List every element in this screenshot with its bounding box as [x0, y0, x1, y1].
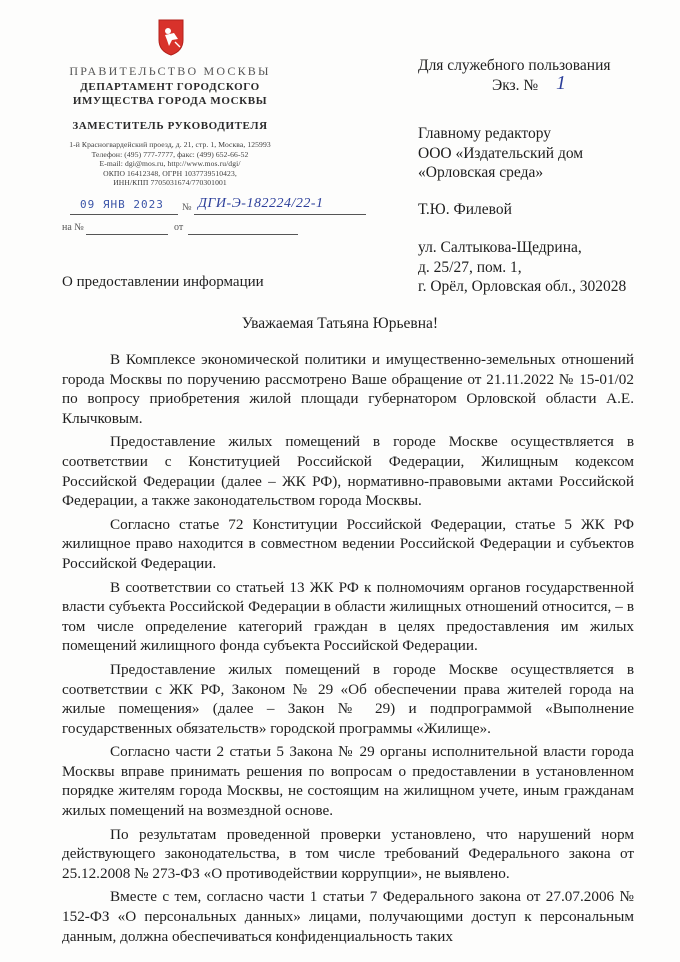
body-paragraph: Согласно статье 72 Конституции Российской Федерации, статье 5 ЖК РФ жилищное право находится в совместном ведении Российской Федерации и субъектов Российской Федерации.: [62, 515, 634, 572]
body-paragraph: В Комплексе экономической политики и имущественно-земельных отношений города Москвы по поручению рассмотрено Ваше обращение от 21.11.2022 № 15-01/02 по вопросу приобретения жилой площади губернатором Орловской области А.Е. Клычковым.: [62, 351, 634, 427]
recipient-line: «Орловская среда»: [418, 164, 544, 181]
handwritten-number: ДГИ-Э-182224/22-1: [198, 196, 324, 211]
letter-subject: О предоставлении информации: [62, 274, 264, 290]
address-line: д. 25/27, пом. 1,: [418, 258, 522, 276]
address-line: ул. Салтыкова-Щедрина,: [418, 239, 582, 256]
greeting: Уважаемая Татьяна Юрьевна!: [241, 315, 439, 332]
letter-body: [62, 350, 634, 950]
reference-row: [62, 222, 302, 236]
department-contacts: [40, 140, 300, 188]
body-paragraph: Вместе с тем, согласно части 1 статьи 7 Федерального закона от 27.07.2006 № 152-ФЗ «О персональных данных» лицами, получающими доступ к персональным данным, должна обеспечиваться конфиденциальность таких: [62, 888, 634, 945]
contact-line: 1-й Красногвардейский проезд, д. 21, стр. 1, Москва, 125993: [69, 140, 271, 149]
moscow-coat-of-arms-icon: [156, 18, 186, 56]
deputy-title: ЗАМЕСТИТЕЛЬ РУКОВОДИТЕЛЯ: [72, 120, 268, 132]
body-paragraph: Предоставление жилых помещений в городе Москве осуществляется в соответствии с ЖК РФ, Законом № 29 «Об обеспечении права жителей города на жилые помещения» (далее – Закон № 29) и подпрограммой «Выполнение государственных обязательств» городской программы «Жилище».: [62, 660, 634, 737]
classification-line-1: Для служебного пользования: [418, 57, 611, 74]
on-label: на №: [62, 222, 84, 233]
contact-line: Телефон: (495) 777-7777, факс: (499) 652-66-52: [91, 149, 249, 159]
registration-row: [70, 196, 370, 218]
government-name: ПРАВИТЕЛЬСТВО МОСКВЫ: [69, 64, 271, 78]
body-paragraph: Предоставление жилых помещений в городе Москве осуществляется в соответствии с Конституцией Российской Федерации, Жилищным кодексом Российской Федерации (далее – ЖК РФ), нормативно-правовыми актами Российской Федерации, а также законодательством города Москвы.: [62, 433, 634, 510]
date-underline: [70, 214, 178, 215]
recipient-name: Т.Ю. Филевой: [418, 201, 512, 218]
address-line: г. Орёл, Орловская обл., 302028: [418, 278, 627, 295]
body-paragraph: Согласно части 2 статьи 5 Закона № 29 органы исполнительной власти города Москвы вправе принимать решения по вопросам о предоставлении в установленном порядке жителям города Москвы, не состоящим на жилищном учете, иным гражданам жилых помещений на возмездной основе.: [62, 743, 634, 820]
classification-line-2: Экз. №: [492, 77, 539, 94]
body-paragraph: В соответствии со статьей 13 ЖК РФ к полномочиям органов государственной власти субъекта Российской Федерации в области жилищных отношений относится, – в том числе определение категорий граждан в целях предоставления им жилых помещений жилищного фонда субъекта Российской Федерации.: [62, 578, 634, 655]
recipient-line: ООО «Издательский дом: [418, 144, 584, 162]
contact-line: ИНН/КПП 7705031674/770301001: [113, 178, 227, 188]
recipient-block: [418, 124, 583, 183]
handwritten-copy-number: 1: [556, 72, 566, 94]
from-label: от: [174, 222, 184, 233]
contact-line: ОКПО 16412348, ОГРН 1037739510423,: [103, 168, 237, 178]
contact-line: E-mail: dgi@mos.ru, http://www.mos.ru/dgi/: [99, 159, 241, 169]
department-line-2: ИМУЩЕСТВА ГОРОДА МОСКВЫ: [72, 95, 268, 107]
on-underline: [86, 234, 168, 235]
date-stamp: 09 ЯНВ 2023: [80, 198, 164, 211]
recipient-address: [418, 238, 626, 297]
department-name: [40, 80, 300, 108]
department-line-1: ДЕПАРТАМЕНТ ГОРОДСКОГО: [80, 81, 260, 93]
recipient-line: Главному редактору: [418, 125, 552, 142]
body-paragraph: По результатам проведенной проверки установлено, что нарушений норм действующего законодательства, в том числе требований Федерального закона от 25.12.2008 № 273-ФЗ «О противодействии коррупции», не выявлено.: [62, 825, 634, 882]
from-underline: [188, 234, 298, 235]
number-underline: [194, 214, 366, 215]
number-label: №: [182, 202, 192, 213]
